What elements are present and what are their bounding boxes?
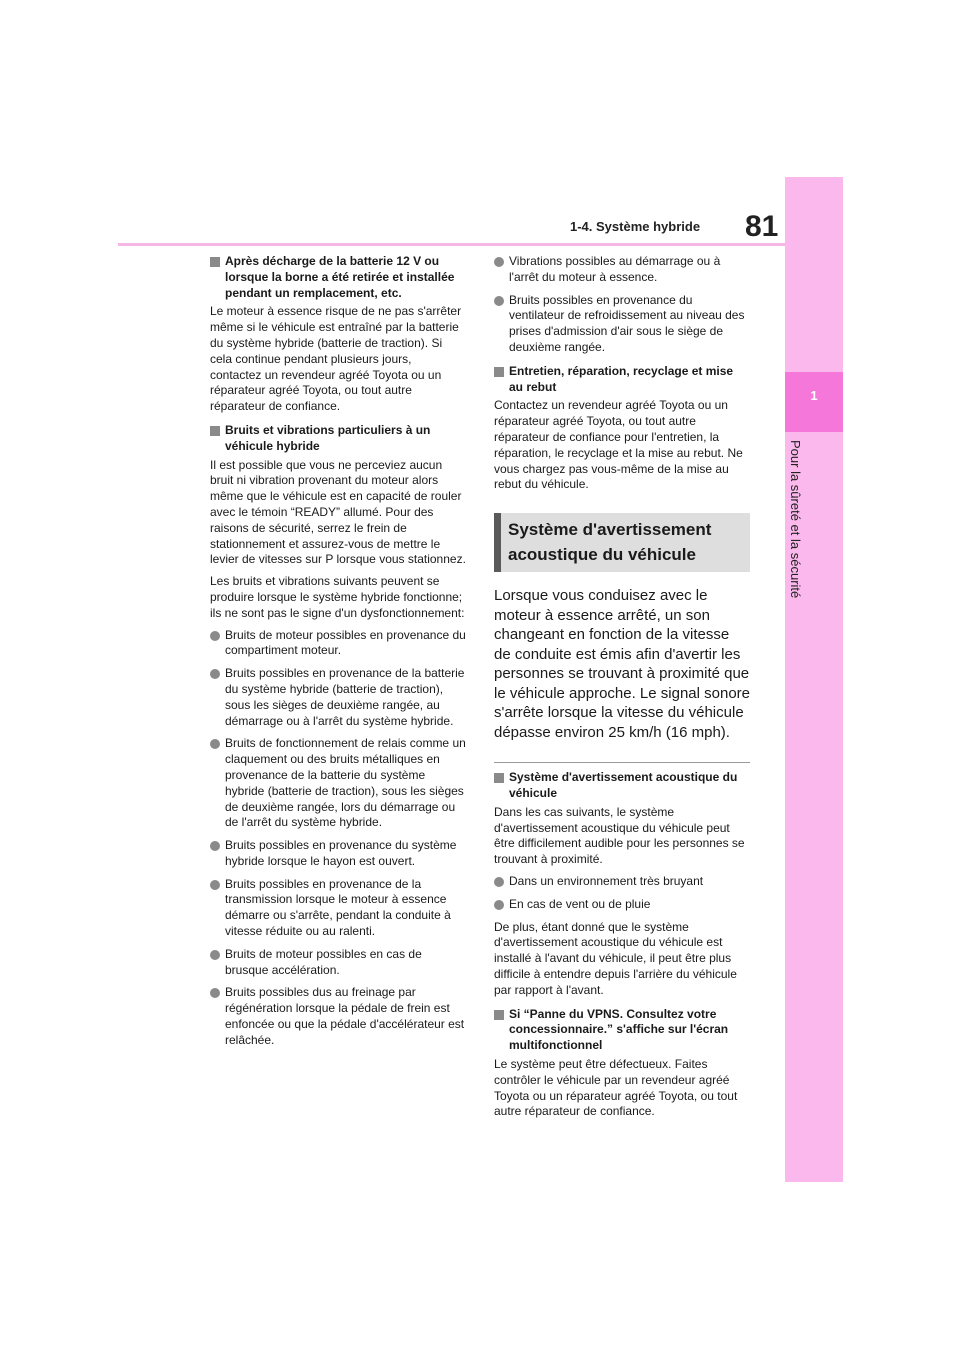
- section-intro: Lorsque vous conduisez avec le moteur à essence arrêté, un son changeant en fonction de la vitesse de conduite est émis afin d'avertir les personnes se trouvant à proximité que le véhicule approche. Le signal sonore s'arrête lorsque la vitesse du véhicule dépasse environ 25 km/h (16 mph).: [494, 587, 751, 741]
- square-bullet-icon: [210, 257, 220, 267]
- heading-noise: Bruits et vibrations particuliers à un véhicule hybride: [210, 423, 466, 455]
- circle-bullet-icon: [210, 988, 220, 998]
- circle-bullet-icon: [494, 296, 504, 306]
- page-number: 81: [745, 210, 779, 243]
- circle-bullet-icon: [210, 950, 220, 960]
- list-item: Bruits possibles en provenance de la transmission lorsque le moteur à essence démarre ou s'arrête, pendant la conduite à vitesse réduite ou au ralenti.: [210, 877, 466, 940]
- list-item: En cas de vent ou de pluie: [494, 897, 750, 913]
- circle-bullet-icon: [494, 900, 504, 910]
- left-column: [210, 254, 466, 1056]
- list-item: Bruits de fonctionnement de relais comme un claquement ou des bruits métalliques en provenance de la batterie du système hybride (batterie de traction), sous les sièges de deuxième rangée, lors du démarrage ou de l'arrêt du système hybride.: [210, 736, 466, 831]
- circle-bullet-icon: [494, 257, 504, 267]
- header-rule: [118, 243, 785, 246]
- list-item: Bruits de moteur possibles en provenance du compartiment moteur.: [210, 628, 466, 660]
- circle-bullet-icon: [210, 631, 220, 641]
- paragraph-warning-2: De plus, étant donné que le système d'avertissement acoustique du véhicule est installé à l'avant du véhicule, il peut être plus difficile à entendre depuis l'arrière du véhicule par rapport à l'avant.: [494, 919, 737, 997]
- circle-bullet-icon: [210, 841, 220, 851]
- chapter-number: 1: [810, 388, 818, 403]
- list-item: Bruits possibles en provenance de la batterie du système hybride (batterie de traction), sous les sièges de deuxième rangée, au démarrage ou à l'arrêt du système hybride.: [210, 666, 466, 729]
- divider: [494, 762, 750, 763]
- square-bullet-icon: [494, 367, 504, 377]
- section-heading: Système d'avertissement acoustique du véhicule: [494, 513, 750, 572]
- chapter-side-tab: [785, 177, 843, 1182]
- heading-battery: Après décharge de la batterie 12 V ou lorsque la borne a été retirée et installée pendant un remplacement, etc.: [210, 254, 466, 301]
- heading-maintenance: Entretien, réparation, recyclage et mise au rebut: [494, 364, 750, 396]
- paragraph-battery: Le moteur à essence risque de ne pas s'arrêter même si le véhicule est entraîné par la batterie du système hybride (batterie de traction). Si cela continue pendant plusieurs jours, contactez un revendeur agréé Toyota ou un réparateur agréé Toyota, ou tout autre réparateur de confiance.: [210, 304, 462, 414]
- circle-bullet-icon: [210, 880, 220, 890]
- paragraph-noise-1: Il est possible que vous ne perceviez aucun bruit ni vibration provenant du moteur alors même que le véhicule est en capacité de rouler avec le témoin “READY” allumé. Pour des raisons de sécurité, serrez le frein de stationnement et assurez-vous de mettre le levier de vitesses sur P lorsque vous stationnez.: [210, 457, 466, 567]
- list-item: Bruits possibles dus au freinage par régénération lorsque la pédale de frein est enfoncée ou que la pédale d'accélérateur est relâchée.: [210, 985, 466, 1048]
- heading-accent-bar: [494, 513, 501, 572]
- paragraph-noise-2: Les bruits et vibrations suivants peuvent se produire lorsque le système hybride fonctionne; ils ne sont pas le signe d'un dysfonctionnement:: [210, 574, 465, 620]
- chapter-label: Pour la sûreté et la sécurité: [788, 440, 803, 599]
- section-title: 1-4. Système hybride: [570, 219, 701, 234]
- list-item: Dans un environnement très bruyant: [494, 874, 750, 890]
- paragraph-warning-1: Dans les cas suivants, le système d'avertissement acoustique du véhicule peut être difficilement audible pour les personnes se trouvant à proximité.: [494, 804, 745, 867]
- heading-vpns: Si “Panne du VPNS. Consultez votre concessionnaire.” s'affiche sur l'écran multifonctionnel: [494, 1007, 750, 1054]
- circle-bullet-icon: [210, 739, 220, 749]
- list-item: Bruits possibles en provenance du ventilateur de refroidissement au niveau des prises d'admission d'air sous le siège de deuxième rangée.: [494, 293, 750, 356]
- paragraph-maintenance: Contactez un revendeur agréé Toyota ou un réparateur agréé Toyota, ou tout autre réparateur de confiance pour l'entretien, la réparation, le recyclage et la mise au rebut. Ne vous chargez pas vous-même de la mise au rebut du véhicule.: [494, 398, 743, 492]
- square-bullet-icon: [210, 426, 220, 436]
- right-column: [494, 254, 750, 1126]
- square-bullet-icon: [494, 1010, 504, 1020]
- list-item: Bruits possibles en provenance du système hybride lorsque le hayon est ouvert.: [210, 838, 466, 870]
- list-item: Bruits de moteur possibles en cas de brusque accélération.: [210, 947, 466, 979]
- square-bullet-icon: [494, 773, 504, 783]
- list-item: Vibrations possibles au démarrage ou à l'arrêt du moteur à essence.: [494, 254, 750, 286]
- circle-bullet-icon: [494, 877, 504, 887]
- paragraph-vpns: Le système peut être défectueux. Faites contrôler le véhicule par un revendeur agréé Toyota ou un réparateur agréé Toyota, ou tout autre réparateur de confiance.: [494, 1056, 738, 1119]
- heading-warning: Système d'avertissement acoustique du véhicule: [494, 770, 750, 802]
- circle-bullet-icon: [210, 669, 220, 679]
